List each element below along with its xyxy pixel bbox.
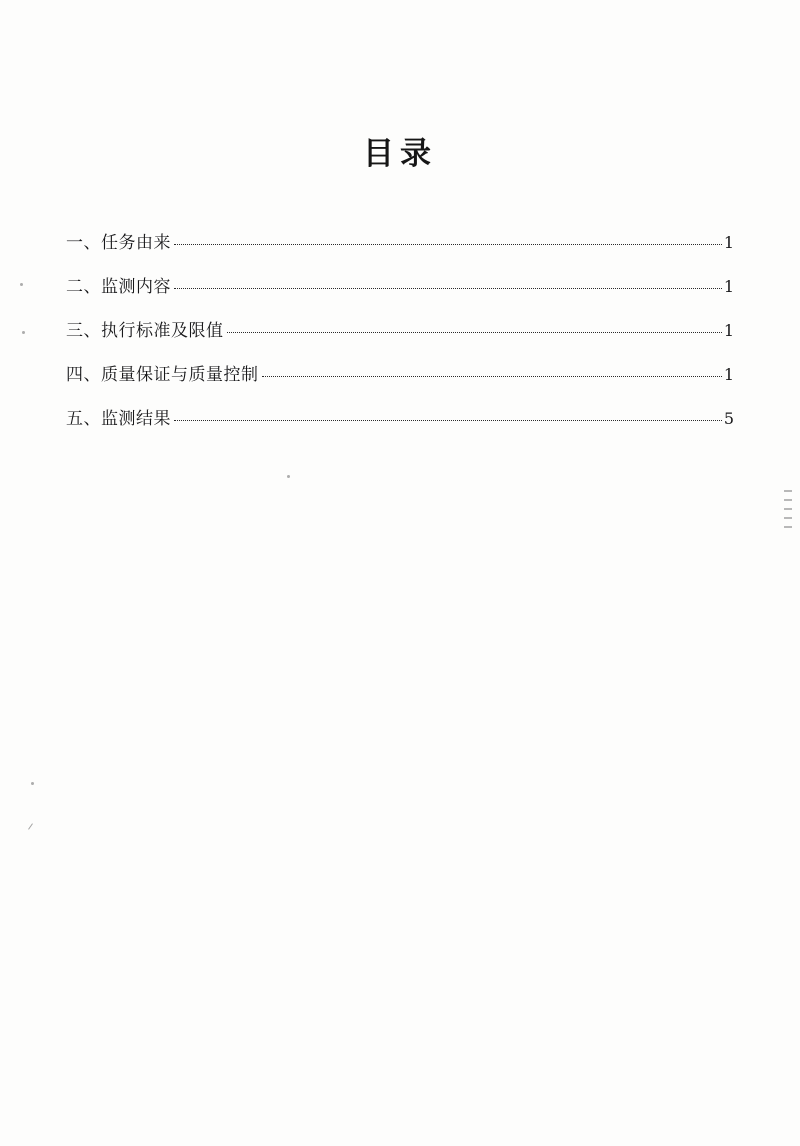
toc-entry-page: 5 [723, 409, 734, 428]
toc-leader-dots [174, 244, 722, 245]
toc-leader-dots [174, 420, 722, 421]
scan-speck [287, 475, 290, 478]
scan-edge-marks [784, 490, 794, 550]
toc-leader-dots [262, 376, 722, 377]
toc-entry-page: 1 [723, 365, 734, 384]
toc-entry-label: 二、监测内容 [66, 277, 171, 297]
toc-entry-page: 1 [723, 321, 734, 340]
toc-entry[interactable] [66, 272, 734, 297]
toc-entry-label: 四、质量保证与质量控制 [66, 365, 259, 385]
toc-entry-label: 一、任务由来 [66, 233, 171, 253]
toc-entry-page: 1 [723, 277, 734, 296]
toc-leader-dots [174, 288, 722, 289]
toc-entry-page: 1 [723, 233, 734, 252]
toc-entry[interactable] [66, 404, 734, 429]
toc-entry-label: 五、监测结果 [66, 409, 171, 429]
toc-entry[interactable] [66, 360, 734, 385]
page-title: 目录 [363, 136, 437, 172]
toc-entry[interactable] [66, 228, 734, 253]
toc-leader-dots [227, 332, 722, 333]
scan-stray-mark [28, 823, 33, 829]
scan-speck [22, 331, 25, 334]
scan-speck [31, 782, 34, 785]
toc-entry-label: 三、执行标准及限值 [66, 321, 224, 341]
table-of-contents [66, 228, 734, 448]
scan-speck [20, 283, 23, 286]
toc-entry[interactable] [66, 316, 734, 341]
